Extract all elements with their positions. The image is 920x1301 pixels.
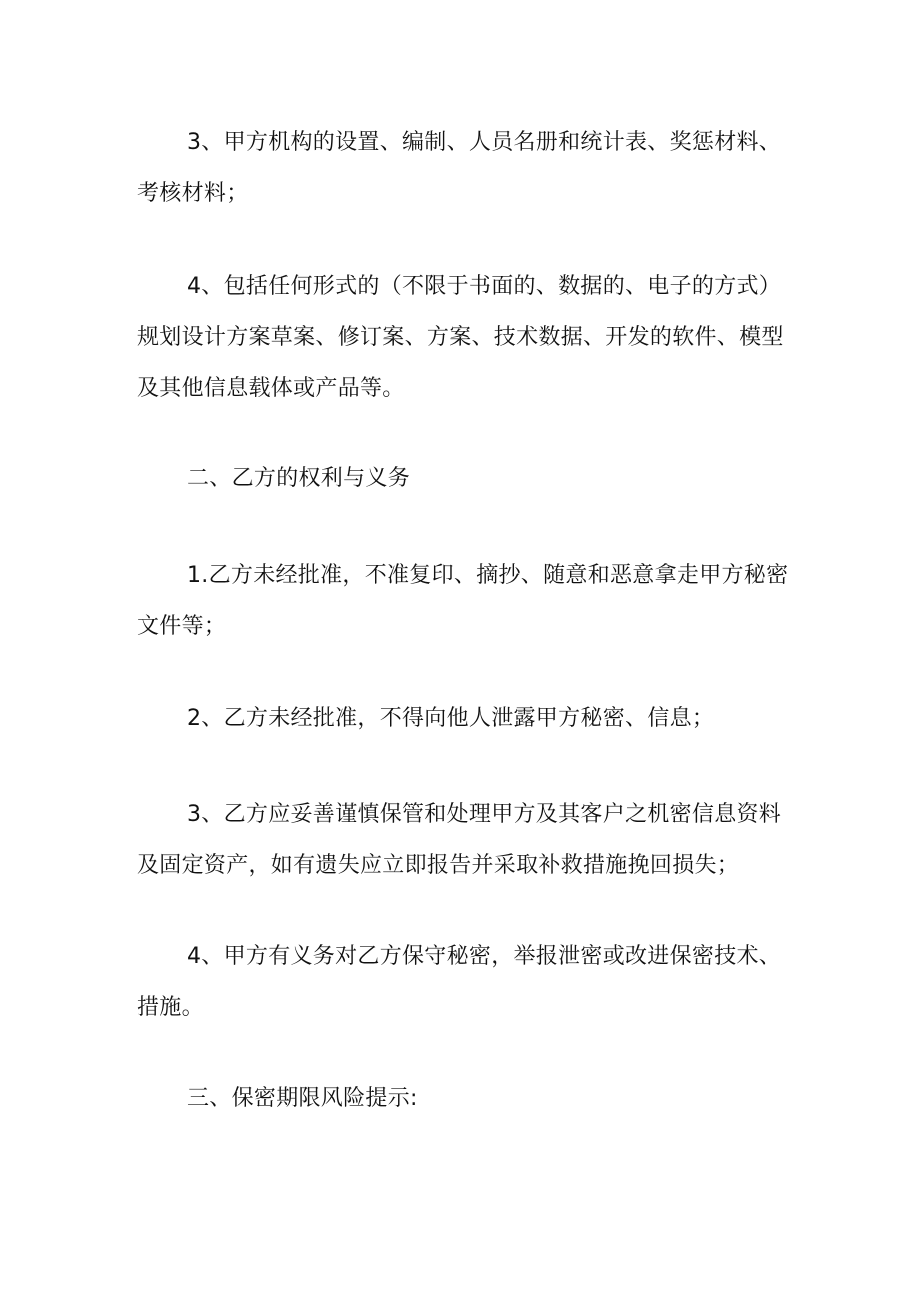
paragraph-item-4-party-a-duty: 4、甲方有义务对乙方保守秘密，举报泄密或改进保密技术、措施。 xyxy=(137,944,782,1020)
paragraph-item-3-records: 3、甲方机构的设置、编制、人员名册和统计表、奖惩材料、考核材料； xyxy=(137,130,782,206)
paragraph-item-4-formats: 4、包括任何形式的（不限于书面的、数据的、电子的方式）规划设计方案草案、修订案、方案、技术数据、开发的软件、模型及其他信息载体或产品等。 xyxy=(137,274,784,401)
section-heading-party-b-rights: 二、乙方的权利与义务 xyxy=(187,466,411,491)
paragraph-item-2-no-disclose: 2、乙方未经批准，不得向他人泄露甲方秘密、信息； xyxy=(187,706,715,731)
paragraph-item-3-safekeeping: 3、乙方应妥善谨慎保管和处理甲方及其客户之机密信息资料及固定资产，如有遗失应立即报告并采取补救措施挽回损失； xyxy=(137,802,782,878)
paragraph-item-1-no-copy: 1.乙方未经批准，不准复印、摘抄、随意和恶意拿走甲方秘密文件等； xyxy=(137,563,789,639)
section-heading-confidentiality-period: 三、保密期限风险提示: xyxy=(187,1086,418,1111)
